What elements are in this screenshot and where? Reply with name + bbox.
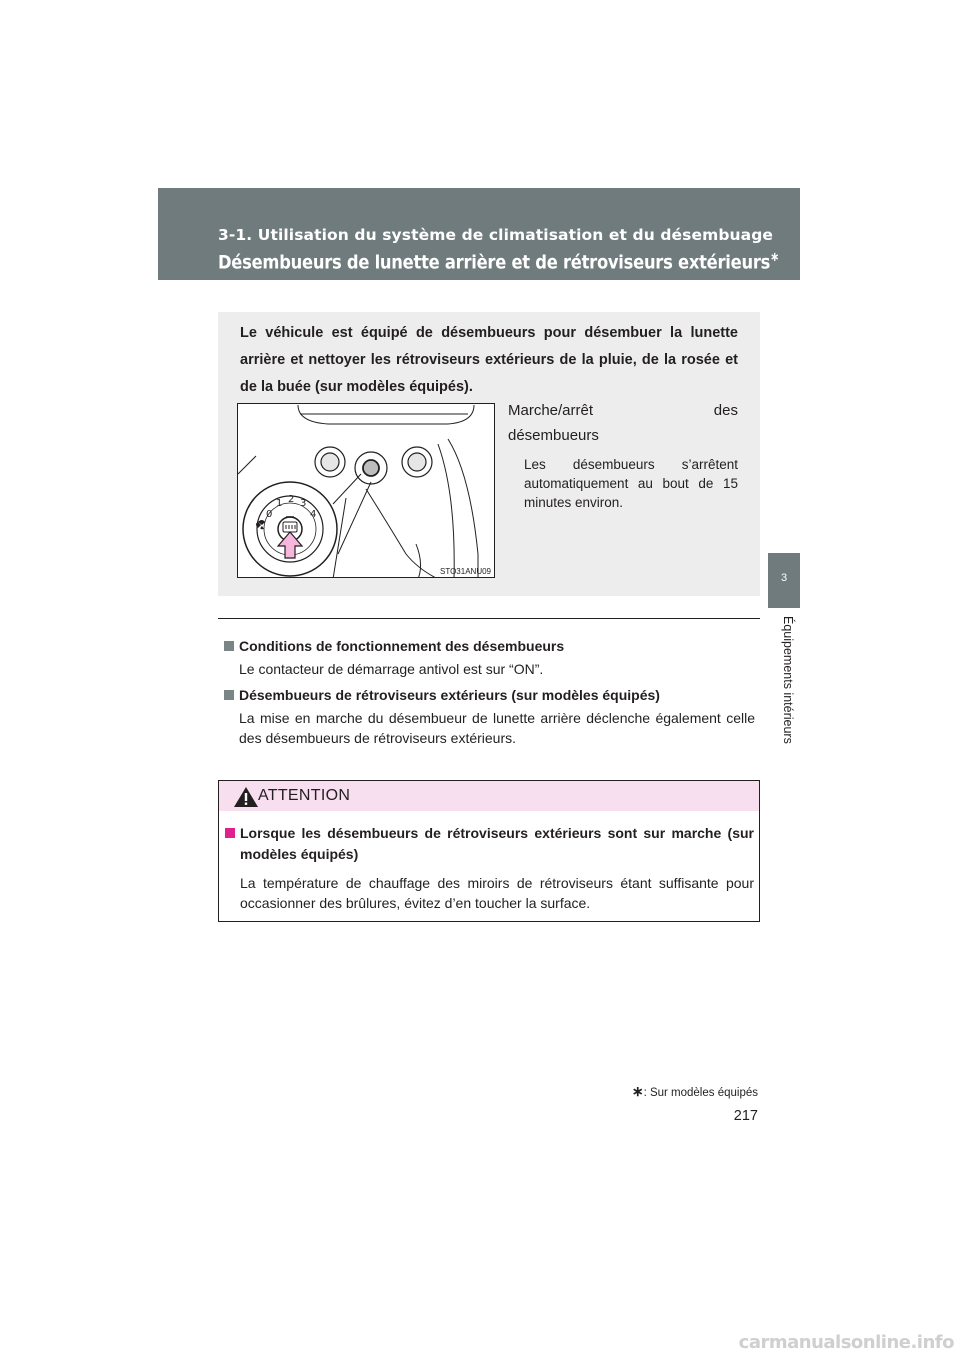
knob-right bbox=[402, 447, 432, 477]
warning-heading-text: Lorsque les désembueurs de rétroviseurs extérieurs sont sur marche (sur modèles équipés) bbox=[240, 825, 754, 862]
condition-heading-text: Désembueurs de rétroviseurs extérieurs (sur modèles équipés) bbox=[239, 687, 660, 703]
footnote bbox=[632, 1083, 758, 1100]
callout-title-2: désembueurs bbox=[508, 427, 599, 444]
square-bullet-icon bbox=[225, 828, 235, 838]
chapter-label: Équipements intérieurs bbox=[781, 616, 795, 744]
dial-number-3: 3 bbox=[300, 498, 307, 509]
callout-body: Les désembueurs s’arrêtent automatiquement au bout de 15 minutes environ. bbox=[524, 457, 738, 510]
condition-heading-text: Conditions de fonctionnement des désembueurs bbox=[239, 638, 565, 654]
asterisk-mark: ∗ bbox=[631, 1083, 644, 1099]
condition-block-2 bbox=[224, 687, 764, 748]
defogger-illustration bbox=[237, 403, 495, 578]
section-divider bbox=[218, 618, 760, 619]
condition-heading bbox=[224, 687, 764, 703]
condition-heading bbox=[224, 638, 764, 654]
asterisk-mark: ∗ bbox=[770, 250, 780, 265]
chapter-tab[interactable]: 3 bbox=[768, 553, 800, 608]
condition-text: La mise en marche du désembueur de lunette arrière déclenche également celle des désembueurs de rétroviseurs extérieurs. bbox=[239, 710, 755, 746]
knob-left bbox=[315, 447, 345, 477]
footnote-text: : Sur modèles équipés bbox=[643, 1087, 758, 1099]
page-number: 217 bbox=[733, 1108, 758, 1124]
dial-number-0: 0 bbox=[266, 509, 273, 520]
square-bullet-icon bbox=[224, 641, 234, 651]
warning-triangle-icon bbox=[233, 786, 259, 808]
dial-number-2: 2 bbox=[288, 494, 295, 505]
knob-center bbox=[355, 452, 387, 484]
figure-code: STO31ANU09 bbox=[440, 567, 491, 576]
dashboard-drawing bbox=[238, 404, 495, 578]
page-title-text: Désembueurs de lunette arrière et de rétroviseurs extérieurs bbox=[218, 251, 771, 274]
square-bullet-icon bbox=[224, 690, 234, 700]
condition-block-1 bbox=[224, 638, 764, 679]
intro-text: Le véhicule est équipé de désembueurs pour désembuer la lunette arrière et nettoyer les rétroviseurs extérieurs de la pluie, de la rosée et de la buée (sur modèles équipés). bbox=[240, 325, 738, 395]
warning-body bbox=[225, 823, 754, 913]
dial-number-1: 1 bbox=[276, 498, 283, 509]
dial-number-4: 4 bbox=[310, 509, 317, 520]
page-title bbox=[218, 250, 779, 273]
warning-label: ATTENTION bbox=[258, 787, 351, 804]
warning-heading bbox=[225, 823, 754, 865]
watermark[interactable]: carmanualsonline.info bbox=[738, 1332, 954, 1353]
warning-text: La température de chauffage des miroirs de rétroviseurs étant suffisante pour occasionner des brûlures, évitez d’en toucher la surface. bbox=[240, 875, 754, 911]
section-title: 3-1. Utilisation du système de climatisation et du désembuage bbox=[218, 226, 774, 244]
callout-title-1: Marche/arrêt des bbox=[508, 402, 738, 419]
condition-text: Le contacteur de démarrage antivol est sur “ON”. bbox=[239, 661, 544, 677]
